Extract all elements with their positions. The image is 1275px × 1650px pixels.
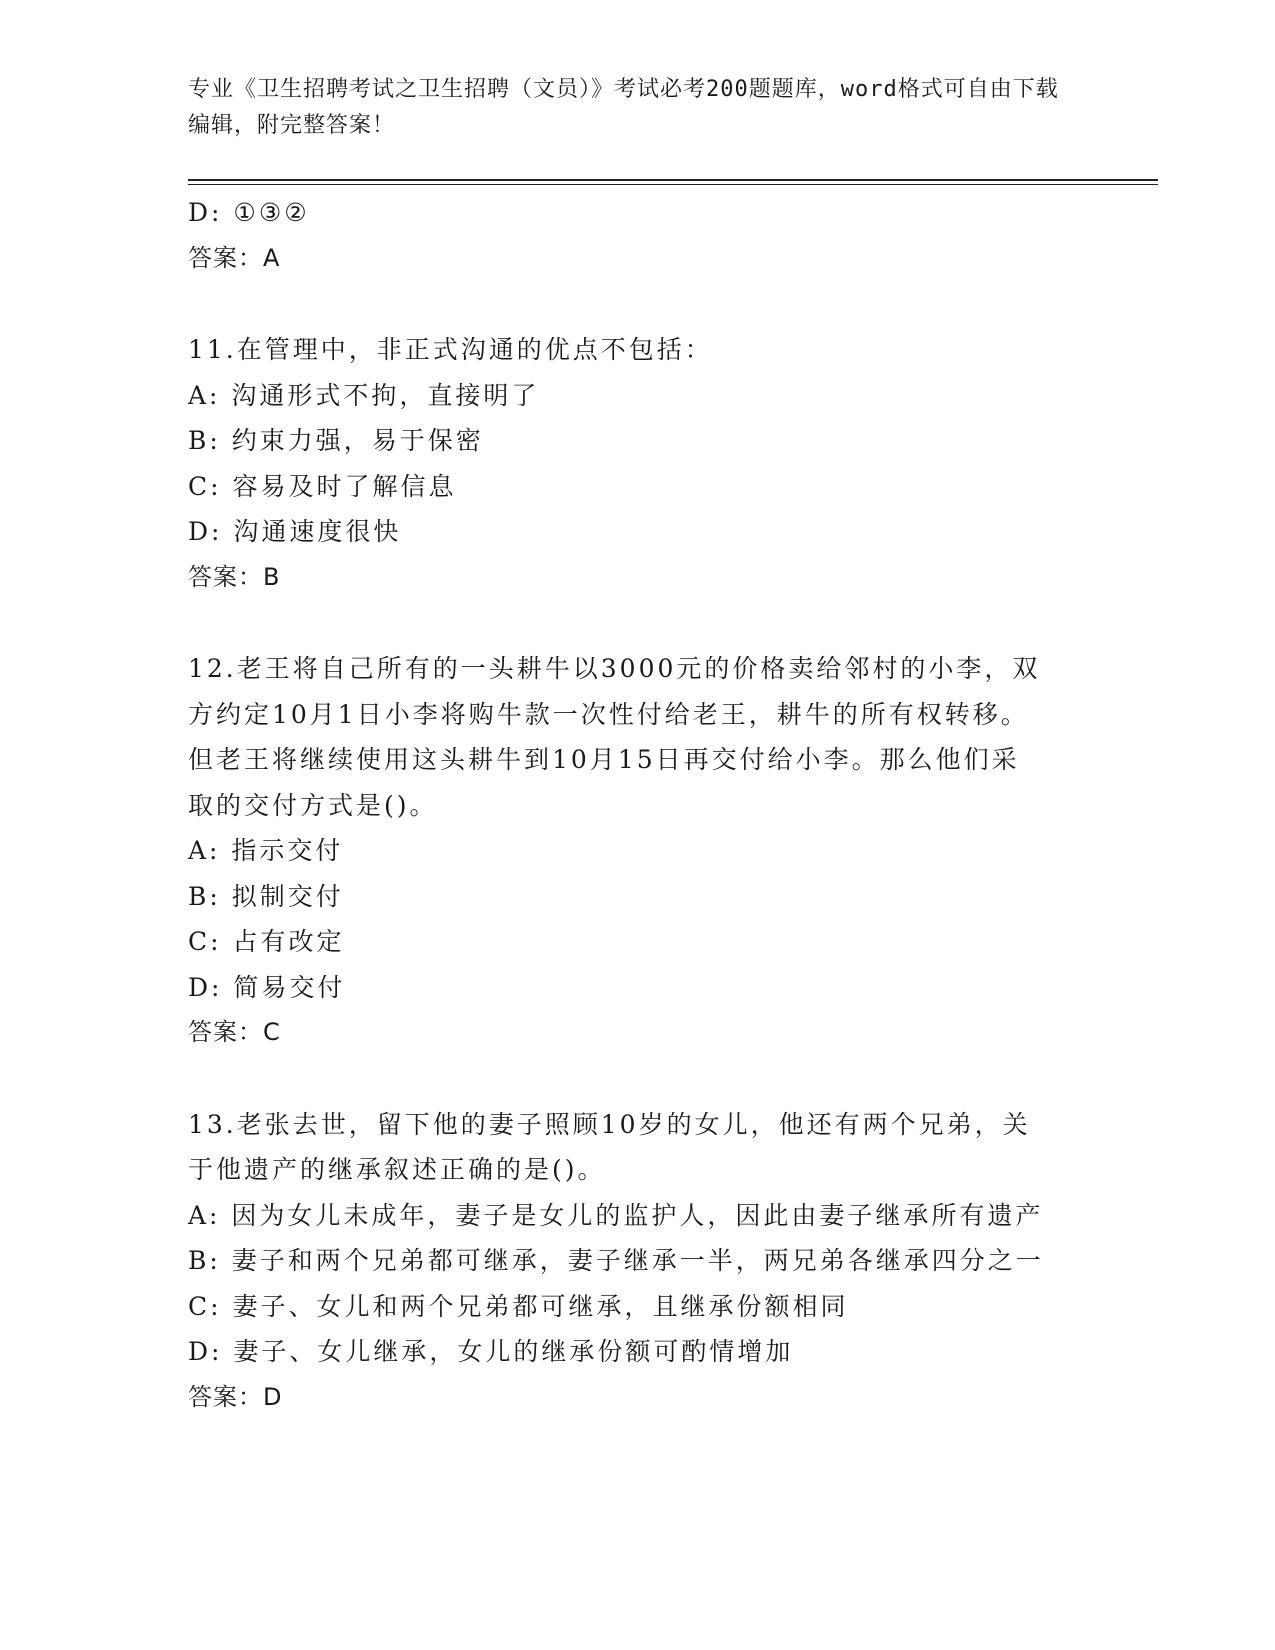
question-content bbox=[188, 190, 1088, 1420]
option-d: D: 简易交付 bbox=[188, 972, 346, 1002]
question-12 bbox=[188, 646, 1088, 1056]
option-a: A: 沟通形式不拘，直接明了 bbox=[188, 380, 540, 410]
option-d: D: 妻子、女儿继承，女儿的继承份额可酌情增加 bbox=[188, 1337, 794, 1366]
spacer bbox=[188, 600, 1088, 646]
question-stem-line: 方约定10月1日小李将购牛款一次性付给老王，耕牛的所有权转移。 bbox=[188, 699, 1029, 729]
option-d: D: ①③② bbox=[188, 198, 310, 227]
answer-line: 答案：D bbox=[188, 1382, 283, 1411]
option-c: C: 容易及时了解信息 bbox=[188, 471, 457, 501]
option-c: C: 妻子、女儿和两个兄弟都可继承，且继承份额相同 bbox=[188, 1291, 849, 1321]
question-stem-line: 12.老王将自己所有的一头耕牛以3000元的价格卖给邻村的小李，双 bbox=[188, 654, 1041, 683]
option-b: B: 妻子和两个兄弟都可继承，妻子继承一半，两兄弟各继承四分之一 bbox=[188, 1246, 1044, 1275]
question-stem-line: 但老王将继续使用这头耕牛到10月15日再交付给小李。那么他们采 bbox=[188, 745, 1020, 774]
spacer bbox=[188, 281, 1088, 327]
option-b: B: 拟制交付 bbox=[188, 881, 344, 911]
answer-line: 答案：B bbox=[188, 562, 281, 591]
spacer bbox=[188, 1056, 1088, 1102]
option-a: A: 指示交付 bbox=[188, 836, 344, 865]
option-d: D: 沟通速度很快 bbox=[188, 517, 402, 546]
question-stem: 11.在管理中，非正式沟通的优点不包括： bbox=[188, 335, 713, 364]
answer-line: 答案：C bbox=[188, 1018, 281, 1046]
question-13 bbox=[188, 1102, 1088, 1421]
question-stem-line: 于他遗产的继承叙述正确的是()。 bbox=[188, 1155, 606, 1184]
question-11 bbox=[188, 327, 1088, 600]
option-a: A: 因为女儿未成年，妻子是女儿的监护人，因此由妻子继承所有遗产 bbox=[188, 1200, 1044, 1230]
question-stem-line: 13.老张去世，留下他的妻子照顾10岁的女儿，他还有两个兄弟，关 bbox=[188, 1109, 1031, 1139]
header-divider-thick bbox=[188, 179, 1158, 181]
option-b: B: 约束力强，易于保密 bbox=[188, 426, 484, 455]
question-stem-line: 取的交付方式是()。 bbox=[188, 790, 438, 820]
option-c: C: 占有改定 bbox=[188, 927, 345, 956]
header-divider-thin bbox=[188, 184, 1158, 185]
document-header: 专业《卫生招聘考试之卫生招聘（文员）》考试必考200题题库，word格式可自由下载编辑，附完整答案！ bbox=[188, 77, 1059, 138]
answer-line: 答案：A bbox=[188, 243, 281, 272]
previous-question-tail bbox=[188, 190, 1088, 281]
